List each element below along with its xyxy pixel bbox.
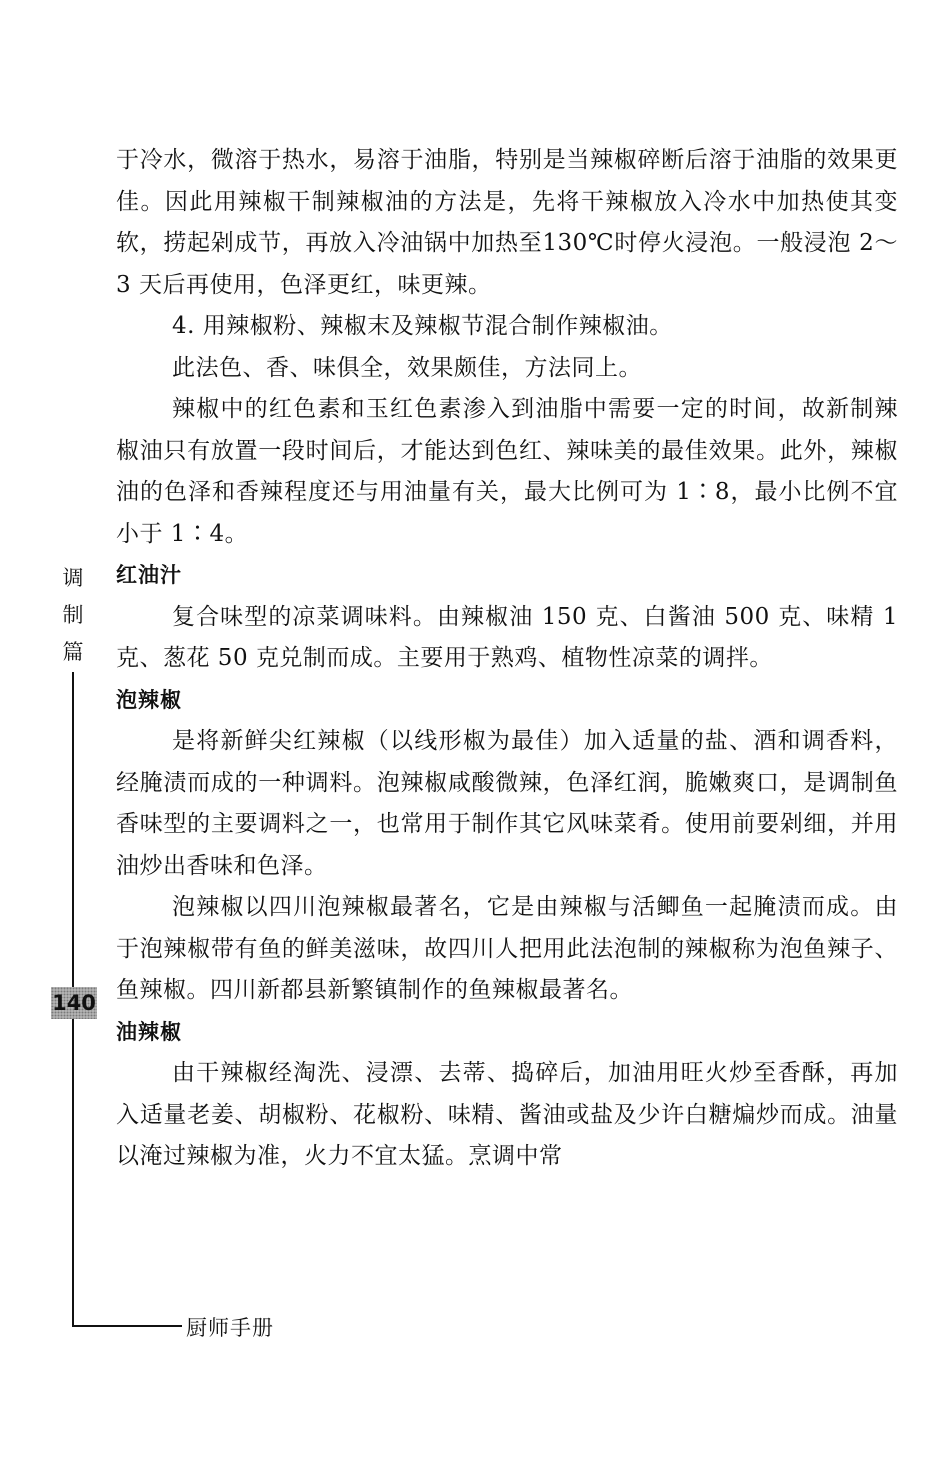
margin-rule-horizontal: [72, 1325, 182, 1327]
side-label-char: 篇: [62, 640, 84, 664]
section-heading-paolajiao: 泡辣椒: [116, 687, 182, 712]
book-title-footer: 厨师手册: [186, 1316, 274, 1340]
paragraph: 泡辣椒以四川泡辣椒最著名，它是由辣椒与活鲫鱼一起腌渍而成。由于泡辣椒带有鱼的鲜美滋味，故四川人把用此法泡制的辣椒称为泡鱼辣子、鱼辣椒。四川新都县新繁镇制作的鱼辣椒最著名。: [116, 894, 898, 1003]
paragraph: 4. 用辣椒粉、辣椒末及辣椒节混合制作辣椒油。: [172, 313, 673, 339]
page-number: 140: [51, 987, 97, 1019]
paragraph: 由干辣椒经淘洗、浸漂、去蒂、捣碎后，加油用旺火炒至香酥，再加入适量老姜、胡椒粉、花椒粉、味精、酱油或盐及少许白糖煸炒而成。油量以淹过辣椒为准，火力不宜太猛。烹调中常: [116, 1060, 898, 1169]
paragraph: 辣椒中的红色素和玉红色素渗入到油脂中需要一定的时间，故新制辣椒油只有放置一段时间后，才能达到色红、辣味美的最佳效果。此外，辣椒油的色泽和香辣程度还与用油量有关，最大比例可为 1∶8，最小比例不宜小于 1∶4。: [116, 396, 898, 547]
paragraph: 是将新鲜尖红辣椒（以线形椒为最佳）加入适量的盐、酒和调香料，经腌渍而成的一种调料。泡辣椒咸酸微辣，色泽红润，脆嫩爽口，是调制鱼香味型的主要调料之一，也常用于制作其它风味菜肴。使用前要剁细，并用油炒出香味和色泽。: [116, 728, 898, 879]
section-heading-youlajiao: 油辣椒: [116, 1019, 182, 1044]
side-label-char: 调: [62, 566, 84, 590]
paragraph: 复合味型的凉菜调味料。由辣椒油 150 克、白酱油 500 克、味精 1 克、葱花 50 克兑制而成。主要用于熟鸡、植物性凉菜的调拌。: [116, 603, 898, 671]
body-text: [116, 140, 898, 1178]
side-label-char: 制: [62, 603, 84, 627]
paragraph: 此法色、香、味俱全，效果颇佳，方法同上。: [172, 354, 642, 381]
section-heading-hongyouzhi: 红油汁: [116, 563, 182, 587]
paragraph: 于冷水，微溶于热水，易溶于油脂，特别是当辣椒碎断后溶于油脂的效果更佳。因此用辣椒干制辣椒油的方法是，先将干辣椒放入冷水中加热使其变软，捞起剁成节，再放入冷油锅中加热至130℃时停火浸泡。一般浸泡 2～3 天后再使用，色泽更红，味更辣。: [116, 147, 898, 298]
chapter-side-label: [58, 560, 88, 671]
